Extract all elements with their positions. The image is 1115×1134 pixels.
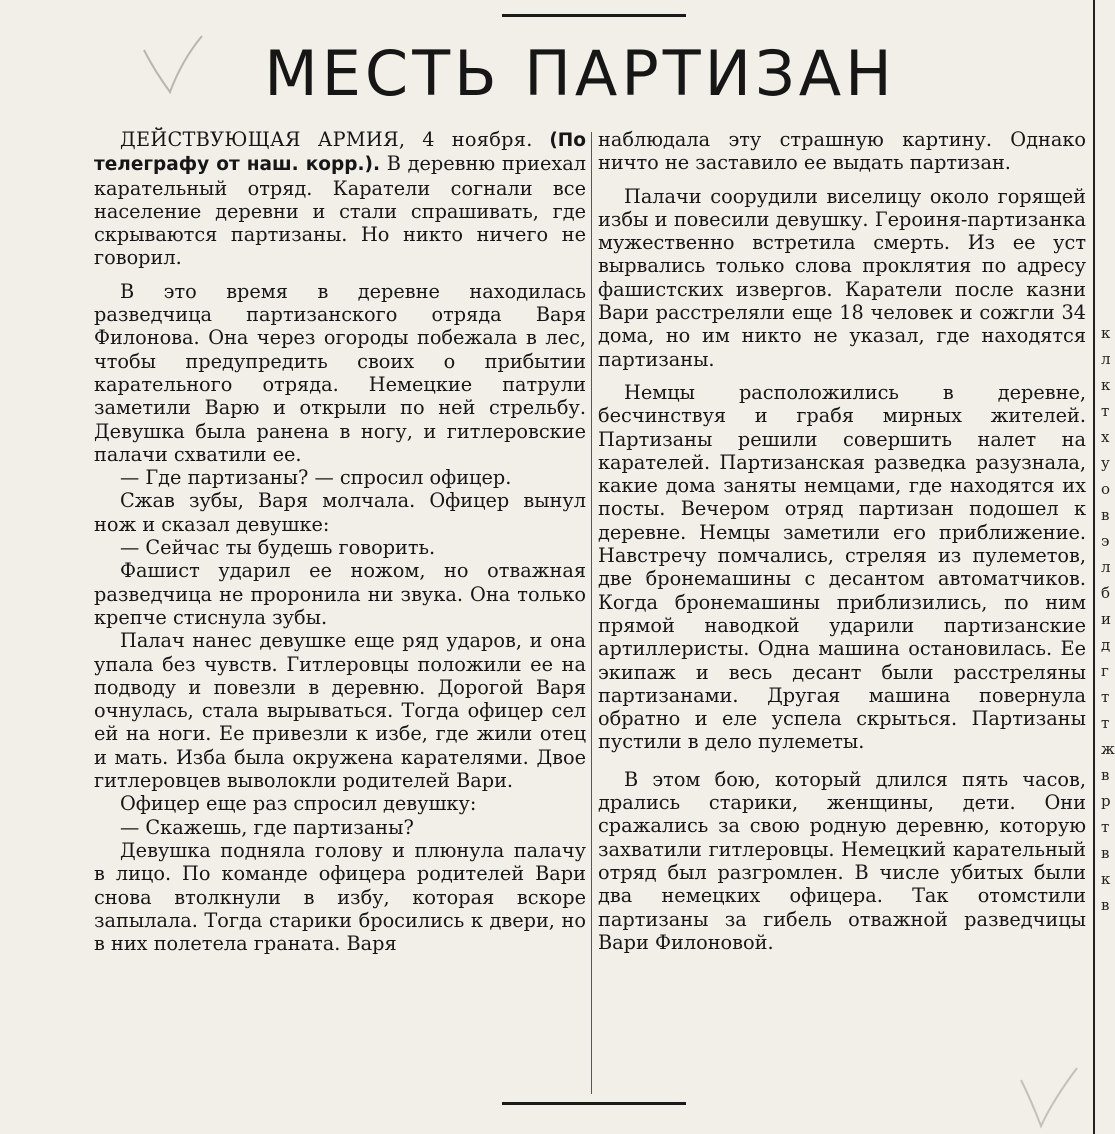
paragraph: Немцы расположились в деревне, бесчинствуя и грабя мирных жителей. Партизаны решили совершить налет на карателей. Партизанская разведка разузнала, какие дома заняты немцами, где находятся их посты. Вечером отряд партизан подошел к деревне. Немцы заметили его приближение. Навстречу помчались, стреляя из пулеметов, две бронемашины с десантом автоматчиков. Когда бронемашины приблизились, по ним прямой наводкой ударили партизанские артиллеристы. Одна машина остановилась. Ее экипаж и весь десант были расстреляны партизанами. Другая машина повернула обратно и еле успела скрыться. Партизаны пустили в дело пулеметы. (598, 380, 1086, 754)
paragraph: Офицер еще раз спросил девушку: (120, 792, 477, 816)
edge-fragment-char: ж (1101, 740, 1115, 758)
paragraph: Девушка подняла голову и плюнула палачу в лицо. По команде офицера родителей Вари снова втолкнули в избу, которая вскоре запылала. Тогда старики бросились к двери, но в них полетела граната. Варя (94, 838, 586, 956)
edge-fragment-char: к (1101, 376, 1111, 394)
edge-fragment-char: т (1101, 714, 1110, 732)
edge-fragment-char: д (1101, 636, 1111, 654)
adjacent-article-fragment (1101, 320, 1113, 918)
edge-fragment-char: к (1101, 870, 1111, 888)
edge-fragment-char: у (1101, 454, 1110, 472)
paragraph: Палач нанес девушке еще ряд ударов, и она упала без чувств. Гитлеровцы положили ее на подводу и повезли в деревню. Дорогой Варя очнулась, стала вырываться. Тогда офицер сел ей на ноги. Ее привезли к избе, где жили отец и мать. Изба была окружена карателями. Двое гитлеровцев выволокли родителей Вари. (94, 629, 586, 793)
edge-fragment-char: л (1101, 350, 1111, 368)
paragraph: — Сейчас ты будешь говорить. (120, 536, 436, 560)
edge-fragment-char: э (1101, 532, 1110, 550)
paragraph: В это время в деревне находилась разведчица партизанского отряда Варя Филонова. Она через огороды побежала в лес, чтобы предупредить своих о прибытии карательного отряда. Немецкие патрули заметили Варю и открыли по ней стрельбу. Девушка была ранена в ногу, и гитлеровские палачи схватили ее. (94, 279, 586, 466)
top-rule (502, 14, 686, 17)
paragraph: наблюдала эту страшную картину. Однако ничто не заставило ее выдать партизан. (598, 128, 1086, 175)
edge-fragment-char: к (1101, 324, 1111, 342)
dateline: ДЕЙСТВУЮЩАЯ АРМИЯ, 4 ноября. (120, 128, 533, 151)
column-divider (591, 132, 592, 1094)
edge-fragment-char: г (1101, 662, 1109, 680)
article-column-right (598, 128, 1086, 964)
edge-fragment-char: о (1101, 480, 1111, 498)
paragraph: — Скажешь, где партизаны? (120, 815, 414, 839)
edge-fragment-char: б (1101, 584, 1111, 602)
paragraph: Сжав зубы, Варя молчала. Офицер вынул нож и сказал девушке: (94, 489, 586, 536)
edge-fragment-char: т (1101, 688, 1110, 706)
article-column-left (94, 128, 586, 955)
paragraph: Фашист ударил ее ножом, но отважная разведчица не проронила ни звука. Она только крепче стиснула зубы. (94, 559, 586, 629)
edge-fragment-char: т (1101, 818, 1110, 836)
edge-fragment-char: р (1101, 792, 1111, 810)
paragraph: В этом бою, который длился пять часов, дрались старики, женщины, дети. Они сражались за свою родную деревню, которую захватили гитлеровцы. Немецкий карательный отряд был разгромлен. В числе убитых были два немецких офицера. Так отомстили партизаны за гибель отважной разведчицы Вари Филоновой. (598, 767, 1086, 954)
edge-fragment-char: в (1101, 506, 1110, 524)
lead-paragraph (94, 128, 586, 270)
edge-fragment-char: т (1101, 402, 1110, 420)
edge-fragment-char: х (1101, 428, 1110, 446)
bottom-rule (502, 1102, 686, 1105)
paragraph: — Где партизаны? — спросил офицер. (120, 466, 512, 490)
edge-fragment-char: л (1101, 558, 1111, 576)
edge-fragment-char: и (1101, 610, 1111, 628)
edge-fragment-char: в (1101, 896, 1110, 914)
lead-text: В деревню приехал карательный отряд. Каратели согнали все население деревни и стали спрашивать, где скрываются партизаны. Но никто ничего не говорил. (94, 152, 586, 270)
correspondent-credit: (По телеграфу от наш. корр.). (94, 130, 586, 176)
edge-fragment-char: в (1101, 844, 1110, 862)
pencil-check-mark-icon (1015, 1060, 1085, 1130)
headline: МЕСТЬ ПАРТИЗАН (264, 37, 896, 110)
pencil-check-mark-icon (140, 30, 210, 100)
paragraph: Палачи соорудили виселицу около горящей избы и повесили девушку. Героиня-партизанка мужественно встретила смерть. Из ее уст вырвались только слова проклятия по адресу фашистских извергов. Каратели после казни Вари расстреляли еще 18 человек и сожгли 34 дома, но им никто не указал, где находятся партизаны. (598, 184, 1086, 371)
edge-fragment-char: в (1101, 766, 1110, 784)
adjacent-column-rule (1093, 0, 1095, 1134)
